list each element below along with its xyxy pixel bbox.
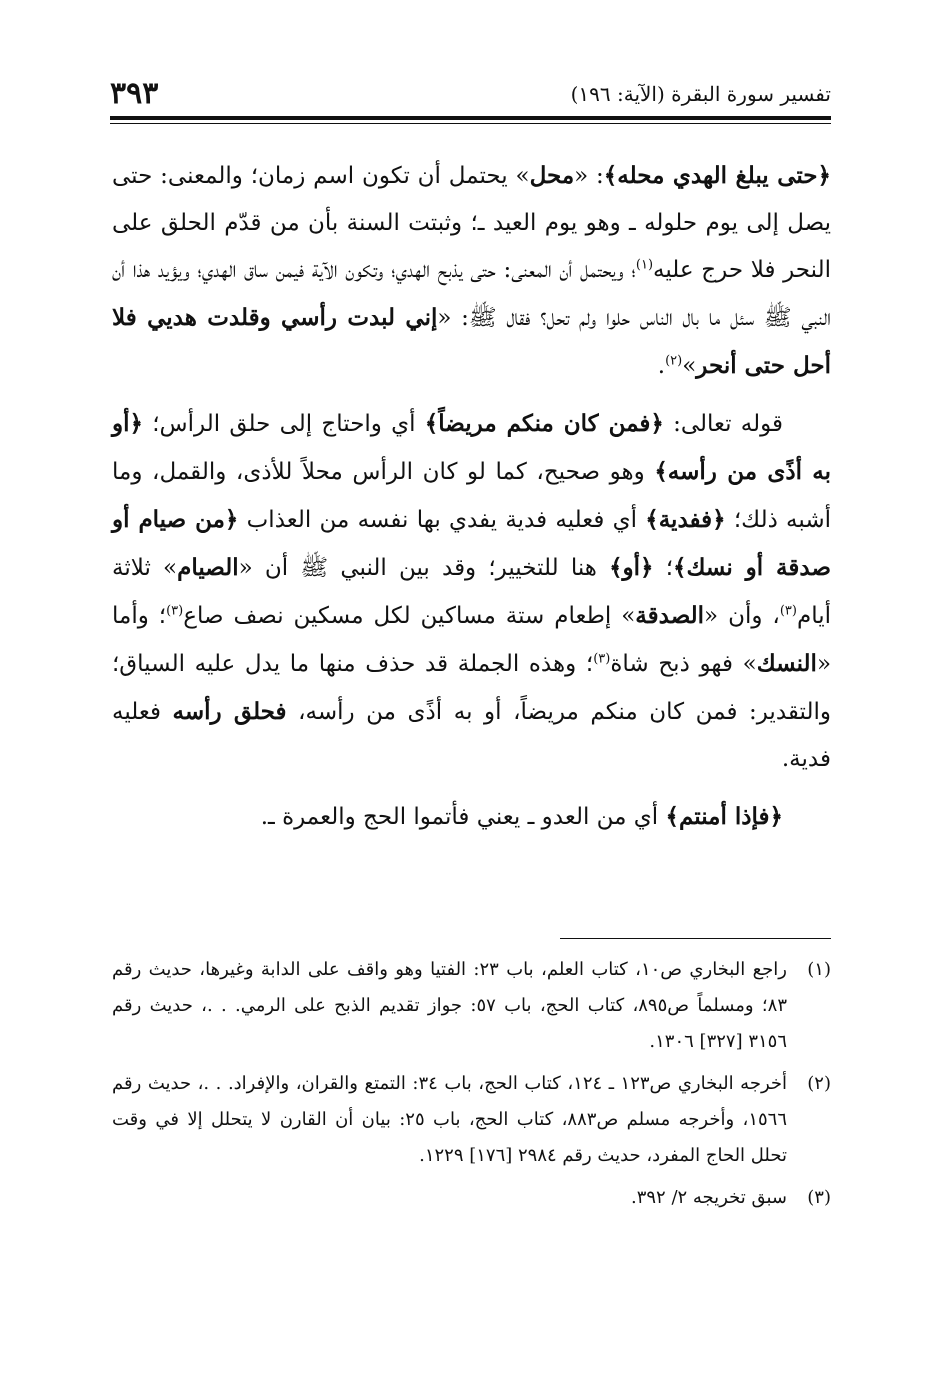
footnote-ref[interactable]: (٣)	[166, 603, 184, 619]
term: الصدقة	[635, 602, 705, 629]
running-title: تفسير سورة البقرة (الآية: ١٩٦)	[570, 82, 831, 106]
text-segment: ؛ وأما «	[112, 603, 832, 677]
text-segment: ، وأن «	[704, 603, 780, 629]
footnote-text: راجع البخاري ص١٠، كتاب العلم، باب ٢٣: الفتيا وهو واقف على الدابة وغيرها، حديث رقم ٨٣؛ ومسلماً ص٨٩٥، كتاب الحج، باب ٥٧: جواز تقديم الذبح على الرمي. . .، حديث رقم ٣١٥٦ [٣٢٧] ١٣٠٦.	[112, 959, 787, 1052]
page-number: ٣٩٣	[110, 76, 159, 111]
text-segment: قوله تعالى:	[663, 411, 783, 437]
footnotes	[112, 952, 831, 1222]
footnote-text: أخرجه البخاري ص١٢٣ ـ ١٢٤، كتاب الحج، باب ٣٤: التمتع والقران، والإفراد. . .، حديث رقم ١٥٦٦، وأخرجه مسلم ص٨٨٣، كتاب الحج، باب ٢٥: بيان أن القارن لا يتحلل إلا في وقت تحلل الحاج المفرد، حديث رقم ٢٩٨٤ [١٧٦] ١٢٢٩.	[112, 1073, 788, 1166]
footnote-1	[112, 952, 831, 1060]
footnote-ref[interactable]: (٢)	[665, 353, 683, 369]
text-segment: أي من العدو ـ يعني فأتموا الحج والعمرة ـ.	[260, 804, 666, 830]
header-rule-thick	[110, 116, 831, 120]
text-segment: ؛	[653, 555, 674, 581]
quran-quote: ﴿ففدية﴾	[645, 506, 726, 533]
text-segment: أي فعليه فدية يفدي بها نفسه من العذاب	[238, 507, 646, 533]
text-segment: » فهو ذبح شاة	[610, 651, 757, 677]
quran-quote: ﴿فمن كان منكم مريضاً﴾	[424, 410, 664, 437]
footnote-number: (١)	[807, 959, 831, 980]
quran-quote: ﴿حتى يبلغ الهدي محله﴾	[603, 162, 832, 189]
term: فحلق رأسه	[172, 698, 287, 725]
text-segment: » يحتمل أن تكون اسم زمان؛ والمعنى: حتى يصل إلى يوم حلوله ـ وهو يوم العيد ـ؛ وثبتت السنة بأن من قدّم الحلق على النحر فلا حرج عليه	[112, 163, 831, 283]
text-segment: فعليه فدية.	[112, 699, 831, 772]
text-segment: وهو صحيح، كما لو كان الرأس محلاً للأذى، والقمل، وما أشبه ذلك؛	[112, 459, 831, 533]
footnote-text: سبق تخريجه ٢/ ٣٩٢.	[630, 1187, 787, 1208]
hadith-quote: إني لبدت رأسي وقلدت هديي فلا أحل حتى أنحر	[112, 304, 831, 379]
quran-quote: ﴿فإذا أمنتم﴾	[665, 803, 783, 830]
footnote-ref[interactable]: (٣)	[779, 603, 797, 619]
text-segment: » إطعام ستة مساكين لكل مسكين نصف صاع	[183, 603, 636, 629]
footnote-2	[112, 1066, 831, 1174]
footnote-ref[interactable]: (١)	[635, 257, 654, 273]
paragraph-2	[112, 400, 831, 783]
quran-quote: ﴿أو به أذًى من رأسه﴾	[112, 410, 831, 485]
page-header	[110, 76, 831, 116]
footnote-3	[112, 1180, 831, 1216]
footnote-number: (٢)	[807, 1073, 831, 1094]
footnote-separator	[560, 938, 831, 939]
quran-quote: ﴿أو﴾	[609, 554, 654, 581]
term: النسك	[756, 650, 817, 677]
text-segment: هنا للتخيير؛ وقد بين النبي ﷺ أن «	[238, 555, 610, 581]
paragraph-1	[112, 152, 831, 390]
main-text	[112, 152, 831, 851]
footnote-number: (٣)	[807, 1187, 831, 1208]
quran-quote: ﴿من صيام أو صدقة أو نسك﴾	[112, 506, 831, 581]
text-segment: ؛ ويحتمل أن المعنى: حتى يذبح الهدي؛ وتكون الآية فيمن ساق الهدي؛ ويؤيد هذا أن النبي ﷺ سئل ما بال الناس حلوا ولم تحل؟ فقال ﷺ: «	[112, 257, 831, 331]
header-rule-thin	[110, 123, 831, 124]
text-segment: » ثلاثة أيام	[112, 555, 832, 629]
text-segment: »	[682, 353, 697, 379]
text-segment: ؛ وهذه الجملة قد حذف منها ما يدل عليه السياق؛ والتقدير: فمن كان منكم مريضاً، أو به أذًى من رأسه،	[112, 651, 831, 725]
footnote-ref[interactable]: (٣)	[593, 651, 611, 667]
text-segment: .	[657, 353, 666, 379]
paragraph-3	[112, 793, 831, 841]
text-segment: أي واحتاج إلى حلق الرأس؛	[142, 411, 425, 437]
term: الصيام	[177, 554, 239, 581]
term: محل	[529, 162, 575, 189]
text-segment: : «	[574, 163, 604, 189]
